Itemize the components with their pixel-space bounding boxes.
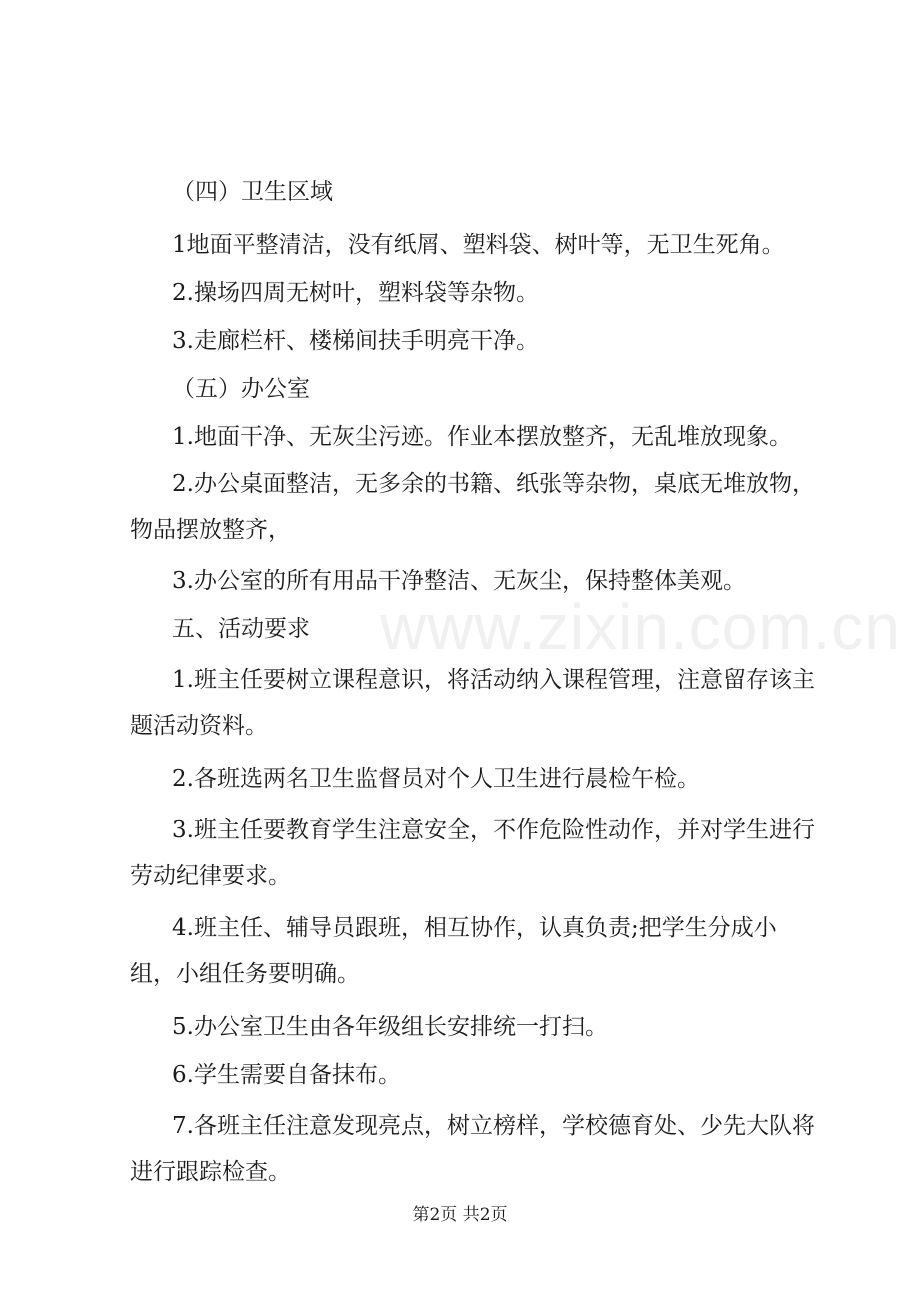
section-heading-office: （五）办公室 xyxy=(172,376,310,402)
paragraph: 3.走廊栏杆、楼梯间扶手明亮干净。 xyxy=(172,328,539,354)
paragraph: 1地面平整清洁，没有纸屑、塑料袋、树叶等，无卫生死角。 xyxy=(172,232,785,258)
watermark: www.zixin.com.cn xyxy=(380,591,901,663)
document-body xyxy=(130,168,820,1195)
section-heading-activity-requirements: 五、活动要求 xyxy=(172,616,310,642)
paragraph: 6.学生需要自备抹布。 xyxy=(172,1062,401,1088)
paragraph: 2.操场四周无树叶，塑料袋等杂物。 xyxy=(172,280,539,306)
page-footer: 第2页 共2页 xyxy=(412,1205,508,1225)
paragraph: 5.办公室卫生由各年级组长安排统一打扫。 xyxy=(172,1014,608,1040)
paragraph: 4.班主任、辅导员跟班，相互协作，认真负责;把学生分成小组，小组任务要明确。 xyxy=(130,915,777,987)
paragraph: 1.地面干净、无灰尘污迹。作业本摆放整齐，无乱堆放现象。 xyxy=(172,424,792,450)
paragraph: 3.班主任要教育学生注意安全，不作危险性动作，并对学生进行劳动纪律要求。 xyxy=(130,817,815,889)
paragraph: 2.办公桌面整洁，无多余的书籍、纸张等杂物，桌底无堆放物，物品摆放整齐， xyxy=(130,471,815,543)
paragraph: 1.班主任要树立课程意识，将活动纳入课程管理，注意留存该主题活动资料。 xyxy=(130,667,815,739)
paragraph: 7.各班主任注意发现亮点，树立榜样，学校德育处、少先大队将进行跟踪检查。 xyxy=(130,1113,815,1185)
paragraph: 3.办公室的所有用品干净整洁、无灰尘，保持整体美观。 xyxy=(172,568,746,594)
section-heading-sanitation-area: （四）卫生区域 xyxy=(172,179,333,205)
paragraph: 2.各班选两名卫生监督员对个人卫生进行晨检午检。 xyxy=(172,766,700,792)
